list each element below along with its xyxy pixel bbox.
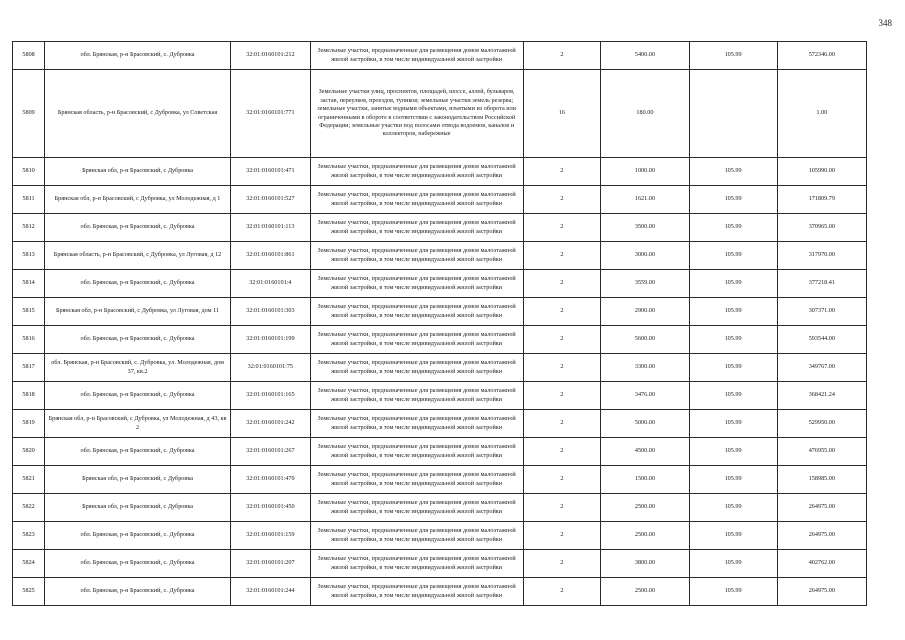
category-code-cell: 2	[523, 298, 601, 326]
land-use-cell: Земельные участки, предназначенные для размещения домов малоэтажной жилой застройки, в том числе индивидуальной жилой застройки	[310, 550, 523, 578]
area-cell: 1000.00	[601, 158, 689, 186]
specific-value-cell: 105.99	[689, 186, 777, 214]
category-code-cell: 2	[523, 186, 601, 214]
category-code-cell: 2	[523, 410, 601, 438]
land-use-cell: Земельные участки, предназначенные для размещения домов малоэтажной жилой застройки, в том числе индивидуальной жилой застройки	[310, 298, 523, 326]
category-code-cell: 2	[523, 214, 601, 242]
address-cell: обл. Брянская, р-н Брасовский, с. Дубровка	[45, 42, 231, 70]
row-number: 5819	[13, 410, 45, 438]
category-code-cell: 2	[523, 242, 601, 270]
specific-value-cell	[689, 70, 777, 158]
area-cell: 3476.00	[601, 382, 689, 410]
address-cell: обл. Брянская, р-н Брасовский, с. Дубровка	[45, 326, 231, 354]
address-cell: обл. Брянская, р-н Брасовский, с. Дубровка	[45, 522, 231, 550]
cadastral-value-cell: 476955.00	[777, 438, 866, 466]
row-number: 5824	[13, 550, 45, 578]
cadastral-value-cell: 317970.00	[777, 242, 866, 270]
table-row	[13, 214, 867, 242]
row-number: 5810	[13, 158, 45, 186]
area-cell: 2500.00	[601, 494, 689, 522]
row-number: 5816	[13, 326, 45, 354]
table-row	[13, 494, 867, 522]
row-number: 5808	[13, 42, 45, 70]
specific-value-cell: 105.99	[689, 550, 777, 578]
area-cell: 1621.00	[601, 186, 689, 214]
land-use-cell: Земельные участки, предназначенные для размещения домов малоэтажной жилой застройки, в том числе индивидуальной жилой застройки	[310, 42, 523, 70]
land-use-cell: Земельные участки, предназначенные для размещения домов малоэтажной жилой застройки, в том числе индивидуальной жилой застройки	[310, 466, 523, 494]
row-number: 5813	[13, 242, 45, 270]
cadastral-number-cell: 32:01:0160101:75	[230, 354, 310, 382]
table-row	[13, 70, 867, 158]
cadastral-value-cell: 593544.00	[777, 326, 866, 354]
row-number: 5811	[13, 186, 45, 214]
specific-value-cell: 105.99	[689, 578, 777, 606]
row-number: 5820	[13, 438, 45, 466]
cadastral-number-cell: 32:01:0160101:113	[230, 214, 310, 242]
specific-value-cell: 105.99	[689, 270, 777, 298]
row-number: 5825	[13, 578, 45, 606]
address-cell: Брянская обл, р-н Брасовский, с Дубровка, ул Молодежная, д 43, кв 2	[45, 410, 231, 438]
cadastral-value-cell: 370965.00	[777, 214, 866, 242]
row-number: 5815	[13, 298, 45, 326]
row-number: 5812	[13, 214, 45, 242]
cadastral-value-cell: 171809.79	[777, 186, 866, 214]
cadastral-value-cell: 264975.00	[777, 494, 866, 522]
table-row	[13, 466, 867, 494]
cadastral-number-cell: 32:01:0160101:267	[230, 438, 310, 466]
cadastral-number-cell: 32:01:0160101:212	[230, 42, 310, 70]
land-use-cell: Земельные участки, предназначенные для размещения домов малоэтажной жилой застройки, в том числе индивидуальной жилой застройки	[310, 494, 523, 522]
land-use-cell: Земельные участки, предназначенные для размещения домов малоэтажной жилой застройки, в том числе индивидуальной жилой застройки	[310, 242, 523, 270]
specific-value-cell: 105.99	[689, 522, 777, 550]
cadastral-number-cell: 32:01:0160101:450	[230, 494, 310, 522]
area-cell: 180.00	[601, 70, 689, 158]
address-cell: Брянская обл, р-н Брасовский, с Дубровка, ул Луговая, дом 11	[45, 298, 231, 326]
specific-value-cell: 105.99	[689, 298, 777, 326]
area-cell: 5400.00	[601, 42, 689, 70]
land-use-cell: Земельные участки, предназначенные для размещения домов малоэтажной жилой застройки, в том числе индивидуальной жилой застройки	[310, 186, 523, 214]
row-number: 5821	[13, 466, 45, 494]
land-use-cell: Земельные участки, предназначенные для размещения домов малоэтажной жилой застройки, в том числе индивидуальной жилой застройки	[310, 522, 523, 550]
specific-value-cell: 105.99	[689, 326, 777, 354]
table-row	[13, 354, 867, 382]
table-row	[13, 550, 867, 578]
row-number: 5814	[13, 270, 45, 298]
area-cell: 2900.00	[601, 298, 689, 326]
specific-value-cell: 105.99	[689, 494, 777, 522]
address-cell: обл. Брянская, р-н Брасовский, с. Дубровка	[45, 578, 231, 606]
specific-value-cell: 105.99	[689, 158, 777, 186]
specific-value-cell: 105.99	[689, 382, 777, 410]
land-use-cell: Земельные участки, предназначенные для размещения домов малоэтажной жилой застройки, в том числе индивидуальной жилой застройки	[310, 410, 523, 438]
row-number: 5818	[13, 382, 45, 410]
area-cell: 4500.00	[601, 438, 689, 466]
category-code-cell: 2	[523, 326, 601, 354]
cadastral-value-cell: 307371.00	[777, 298, 866, 326]
cadastral-number-cell: 32:01:0160101:771	[230, 70, 310, 158]
category-code-cell: 2	[523, 382, 601, 410]
cadastral-value-cell: 158985.00	[777, 466, 866, 494]
cadastral-value-cell: 368421.24	[777, 382, 866, 410]
table-row	[13, 298, 867, 326]
specific-value-cell: 105.99	[689, 354, 777, 382]
cadastral-number-cell: 32:01:0160101:244	[230, 578, 310, 606]
specific-value-cell: 105.99	[689, 242, 777, 270]
cadastral-number-cell: 32:01:0160101:4	[230, 270, 310, 298]
category-code-cell: 2	[523, 494, 601, 522]
row-number: 5823	[13, 522, 45, 550]
specific-value-cell: 105.99	[689, 438, 777, 466]
cadastral-number-cell: 32:01:0160101:199	[230, 326, 310, 354]
area-cell: 3300.00	[601, 354, 689, 382]
address-cell: Брянская обл, р-н Брасовский, с Дубровка	[45, 158, 231, 186]
cadastral-number-cell: 32:01:0160101:470	[230, 466, 310, 494]
cadastral-number-cell: 32:01:0160101:527	[230, 186, 310, 214]
cadastral-value-cell: 264975.00	[777, 578, 866, 606]
address-cell: обл. Брянская, р-н Брасовский, с. Дубровка	[45, 214, 231, 242]
row-number: 5822	[13, 494, 45, 522]
table-row	[13, 578, 867, 606]
cadastral-value-cell: 105990.00	[777, 158, 866, 186]
address-cell: Брянская обл, р-н Брасовский, с Дубровка	[45, 494, 231, 522]
land-use-cell: Земельные участки, предназначенные для размещения домов малоэтажной жилой застройки, в том числе индивидуальной жилой застройки	[310, 354, 523, 382]
cadastral-number-cell: 32:01:0160101:159	[230, 522, 310, 550]
address-cell: Брянская область, р-н Брасовский, с Дубровка, ул Советская	[45, 70, 231, 158]
land-use-cell: Земельные участки, предназначенные для размещения домов малоэтажной жилой застройки, в том числе индивидуальной жилой застройки	[310, 270, 523, 298]
area-cell: 3559.00	[601, 270, 689, 298]
table-row	[13, 438, 867, 466]
cadastral-value-cell: 264975.00	[777, 522, 866, 550]
row-number: 5809	[13, 70, 45, 158]
category-code-cell: 16	[523, 70, 601, 158]
category-code-cell: 2	[523, 466, 601, 494]
table-row	[13, 270, 867, 298]
category-code-cell: 2	[523, 158, 601, 186]
table-row	[13, 326, 867, 354]
area-cell: 2500.00	[601, 522, 689, 550]
land-use-cell: Земельные участки, предназначенные для размещения домов малоэтажной жилой застройки, в том числе индивидуальной жилой застройки	[310, 158, 523, 186]
category-code-cell: 2	[523, 522, 601, 550]
area-cell: 3000.00	[601, 242, 689, 270]
cadastral-value-cell: 377218.41	[777, 270, 866, 298]
area-cell: 5600.00	[601, 326, 689, 354]
address-cell: Брянская обл, р-н Брасовский, с Дубровка, ул Молодежная, д 1	[45, 186, 231, 214]
specific-value-cell: 105.99	[689, 214, 777, 242]
specific-value-cell: 105.99	[689, 42, 777, 70]
address-cell: Брянская область, р-н Брасовский, с Дубровка, ул Луговая, д 12	[45, 242, 231, 270]
specific-value-cell: 105.99	[689, 466, 777, 494]
land-use-cell: Земельные участки, предназначенные для размещения домов малоэтажной жилой застройки, в том числе индивидуальной жилой застройки	[310, 214, 523, 242]
area-cell: 3500.00	[601, 214, 689, 242]
cadastral-number-cell: 32:01:0160101:303	[230, 298, 310, 326]
cadastral-number-cell: 32:01:0160101:471	[230, 158, 310, 186]
area-cell: 5000.00	[601, 410, 689, 438]
specific-value-cell: 105.99	[689, 410, 777, 438]
table-row	[13, 242, 867, 270]
table-row	[13, 410, 867, 438]
category-code-cell: 2	[523, 550, 601, 578]
cadastral-value-cell: 402762.00	[777, 550, 866, 578]
cadastral-value-cell: 1.00	[777, 70, 866, 158]
category-code-cell: 2	[523, 270, 601, 298]
table-row	[13, 42, 867, 70]
table-body	[13, 42, 867, 606]
area-cell: 1500.00	[601, 466, 689, 494]
land-use-cell: Земельные участки, предназначенные для размещения домов малоэтажной жилой застройки, в том числе индивидуальной жилой застройки	[310, 382, 523, 410]
cadastral-value-cell: 572346.00	[777, 42, 866, 70]
page-number: 348	[878, 18, 892, 28]
table-row	[13, 186, 867, 214]
category-code-cell: 2	[523, 578, 601, 606]
land-use-cell: Земельные участки, предназначенные для размещения домов малоэтажной жилой застройки, в том числе индивидуальной жилой застройки	[310, 326, 523, 354]
address-cell: обл. Брянская, р-н Брасовский, с. Дубровка, ул. Молодежная, дом 37, кв.2	[45, 354, 231, 382]
address-cell: обл. Брянская, р-н Брасовский, с. Дубровка	[45, 382, 231, 410]
cadastral-number-cell: 32:01:0160101:242	[230, 410, 310, 438]
land-use-cell: Земельные участки, предназначенные для размещения домов малоэтажной жилой застройки, в том числе индивидуальной жилой застройки	[310, 438, 523, 466]
cadastral-number-cell: 32:01:0160101:165	[230, 382, 310, 410]
cadastral-value-cell: 349767.00	[777, 354, 866, 382]
area-cell: 2500.00	[601, 578, 689, 606]
cadastral-value-table	[12, 41, 867, 606]
land-use-cell: Земельные участки, предназначенные для размещения домов малоэтажной жилой застройки, в том числе индивидуальной жилой застройки	[310, 578, 523, 606]
cadastral-number-cell: 32:01:0160101:207	[230, 550, 310, 578]
table-row	[13, 158, 867, 186]
address-cell: обл. Брянская, р-н Брасовский, с. Дубровка	[45, 550, 231, 578]
cadastral-number-cell: 32:01:0160101:861	[230, 242, 310, 270]
category-code-cell: 2	[523, 354, 601, 382]
address-cell: обл. Брянская, р-н Брасовский, с. Дубровка	[45, 438, 231, 466]
address-cell: Брянская обл, р-н Брасовский, с Дубровка	[45, 466, 231, 494]
land-use-cell: Земельные участки улиц, проспектов, площадей, шоссе, аллей, бульваров, застав, переулков, проездов, тупиков; земельные участки земель резерва; земельные участки, занятые водными объектами, изъятыми из оборота или ограниченными в обороте в соответствии с законодательством Российской Федерации; земельные участки под полосами отвода водоемов, каналов и коллекторов, набережные	[310, 70, 523, 158]
address-cell: обл. Брянская, р-н Брасовский, с. Дубровка	[45, 270, 231, 298]
table-row	[13, 522, 867, 550]
category-code-cell: 2	[523, 438, 601, 466]
cadastral-value-cell: 529950.00	[777, 410, 866, 438]
row-number: 5817	[13, 354, 45, 382]
category-code-cell: 2	[523, 42, 601, 70]
table-row	[13, 382, 867, 410]
area-cell: 3800.00	[601, 550, 689, 578]
